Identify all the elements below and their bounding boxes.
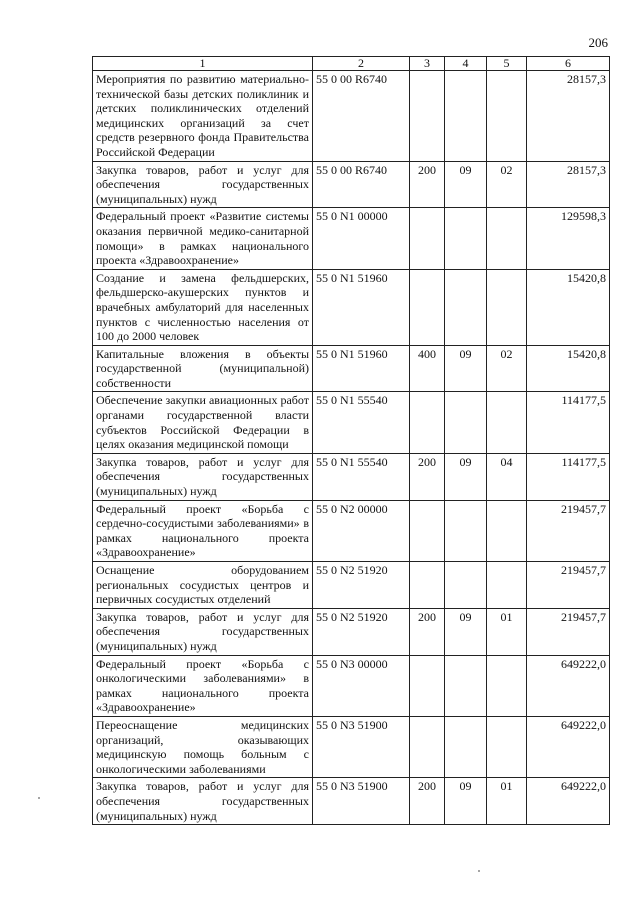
table-row xyxy=(93,208,610,269)
row-sum: 129598,3 xyxy=(527,208,610,269)
row-vr xyxy=(410,71,445,162)
row-name: Создание и замена фельдшерских, фельдшерско-акушерских пунктов и врачебных амбулаторий для населенных пунктов с численностью населения от 100 до 2000 человек xyxy=(93,269,313,345)
row-rz xyxy=(445,562,487,609)
row-rz xyxy=(445,716,487,777)
row-code: 55 0 N2 51920 xyxy=(313,608,410,655)
row-vr xyxy=(410,208,445,269)
row-pr xyxy=(487,392,527,453)
table-body xyxy=(93,71,610,825)
row-vr: 200 xyxy=(410,453,445,500)
row-name: Федеральный проект «Борьба с онкологическими заболеваниями» в рамках национального проекта «Здравоохранение» xyxy=(93,655,313,716)
row-sum: 15420,8 xyxy=(527,345,610,392)
row-code: 55 0 N1 51960 xyxy=(313,345,410,392)
header-row xyxy=(93,57,610,71)
row-pr: 01 xyxy=(487,778,527,825)
budget-table xyxy=(92,56,610,825)
column-header: 4 xyxy=(445,57,487,71)
row-rz xyxy=(445,500,487,561)
row-sum: 649222,0 xyxy=(527,716,610,777)
scan-speck xyxy=(38,797,40,799)
row-pr xyxy=(487,269,527,345)
table-row xyxy=(93,562,610,609)
column-header: 2 xyxy=(313,57,410,71)
row-sum: 15420,8 xyxy=(527,269,610,345)
row-name: Переоснащение медицинских организаций, оказывающих медицинскую помощь больным с онкологическими заболеваниями xyxy=(93,716,313,777)
table-row xyxy=(93,608,610,655)
row-rz: 09 xyxy=(445,608,487,655)
row-code: 55 0 N1 55540 xyxy=(313,392,410,453)
row-rz xyxy=(445,269,487,345)
table-row xyxy=(93,778,610,825)
row-name: Федеральный проект «Развитие системы оказания первичной медико-санитарной помощи» в рамках национального проекта «Здравоохранение» xyxy=(93,208,313,269)
row-name: Закупка товаров, работ и услуг для обеспечения государственных (муниципальных) нужд xyxy=(93,608,313,655)
row-pr: 02 xyxy=(487,345,527,392)
table-row xyxy=(93,500,610,561)
table-row xyxy=(93,71,610,162)
row-sum: 28157,3 xyxy=(527,71,610,162)
row-vr xyxy=(410,500,445,561)
row-sum: 219457,7 xyxy=(527,500,610,561)
row-code: 55 0 N3 00000 xyxy=(313,655,410,716)
table-header xyxy=(93,57,610,71)
row-code: 55 0 N1 00000 xyxy=(313,208,410,269)
row-rz: 09 xyxy=(445,453,487,500)
row-name: Закупка товаров, работ и услуг для обеспечения государственных (муниципальных) нужд xyxy=(93,161,313,208)
table-row xyxy=(93,716,610,777)
row-rz xyxy=(445,392,487,453)
row-vr: 400 xyxy=(410,345,445,392)
row-vr: 200 xyxy=(410,608,445,655)
row-vr xyxy=(410,269,445,345)
scan-speck xyxy=(478,870,480,872)
row-sum: 114177,5 xyxy=(527,453,610,500)
row-pr: 01 xyxy=(487,608,527,655)
column-header: 1 xyxy=(93,57,313,71)
row-pr xyxy=(487,208,527,269)
row-rz xyxy=(445,71,487,162)
row-vr: 200 xyxy=(410,778,445,825)
table-row xyxy=(93,453,610,500)
row-sum: 219457,7 xyxy=(527,562,610,609)
row-pr: 02 xyxy=(487,161,527,208)
row-name: Закупка товаров, работ и услуг для обеспечения государственных (муниципальных) нужд xyxy=(93,778,313,825)
row-rz: 09 xyxy=(445,161,487,208)
row-code: 55 0 N2 00000 xyxy=(313,500,410,561)
column-header: 6 xyxy=(527,57,610,71)
column-header: 5 xyxy=(487,57,527,71)
row-rz: 09 xyxy=(445,778,487,825)
row-code: 55 0 00 R6740 xyxy=(313,161,410,208)
row-rz xyxy=(445,208,487,269)
row-vr xyxy=(410,655,445,716)
row-pr xyxy=(487,562,527,609)
row-name: Закупка товаров, работ и услуг для обеспечения государственных (муниципальных) нужд xyxy=(93,453,313,500)
row-sum: 219457,7 xyxy=(527,608,610,655)
row-code: 55 0 N1 55540 xyxy=(313,453,410,500)
row-code: 55 0 N1 51960 xyxy=(313,269,410,345)
row-pr: 04 xyxy=(487,453,527,500)
row-vr xyxy=(410,562,445,609)
table-row xyxy=(93,269,610,345)
row-pr xyxy=(487,71,527,162)
row-code: 55 0 N3 51900 xyxy=(313,716,410,777)
page-number: 206 xyxy=(588,35,608,50)
table-row xyxy=(93,345,610,392)
row-sum: 28157,3 xyxy=(527,161,610,208)
row-sum: 649222,0 xyxy=(527,655,610,716)
row-vr: 200 xyxy=(410,161,445,208)
row-name: Обеспечение закупки авиационных работ органами государственной власти субъектов Российской Федерации в целях оказания медицинской помощи xyxy=(93,392,313,453)
row-name: Мероприятия по развитию материально-технической базы детских поликлиник и детских поликлинических отделений медицинских организаций за счет средств резервного фонда Правительства Российской Федерации xyxy=(93,71,313,162)
row-pr xyxy=(487,716,527,777)
row-code: 55 0 00 R6740 xyxy=(313,71,410,162)
row-pr xyxy=(487,500,527,561)
column-header: 3 xyxy=(410,57,445,71)
row-rz xyxy=(445,655,487,716)
row-vr xyxy=(410,716,445,777)
row-pr xyxy=(487,655,527,716)
row-vr xyxy=(410,392,445,453)
row-name: Федеральный проект «Борьба с сердечно-сосудистыми заболеваниями» в рамках национального проекта «Здравоохранение» xyxy=(93,500,313,561)
row-name: Капитальные вложения в объекты государственной (муниципальной) собственности xyxy=(93,345,313,392)
table-row xyxy=(93,392,610,453)
row-name: Оснащение оборудованием региональных сосудистых центров и первичных сосудистых отделений xyxy=(93,562,313,609)
table-row xyxy=(93,655,610,716)
row-code: 55 0 N2 51920 xyxy=(313,562,410,609)
table-row xyxy=(93,161,610,208)
row-code: 55 0 N3 51900 xyxy=(313,778,410,825)
row-sum: 649222,0 xyxy=(527,778,610,825)
row-sum: 114177,5 xyxy=(527,392,610,453)
row-rz: 09 xyxy=(445,345,487,392)
